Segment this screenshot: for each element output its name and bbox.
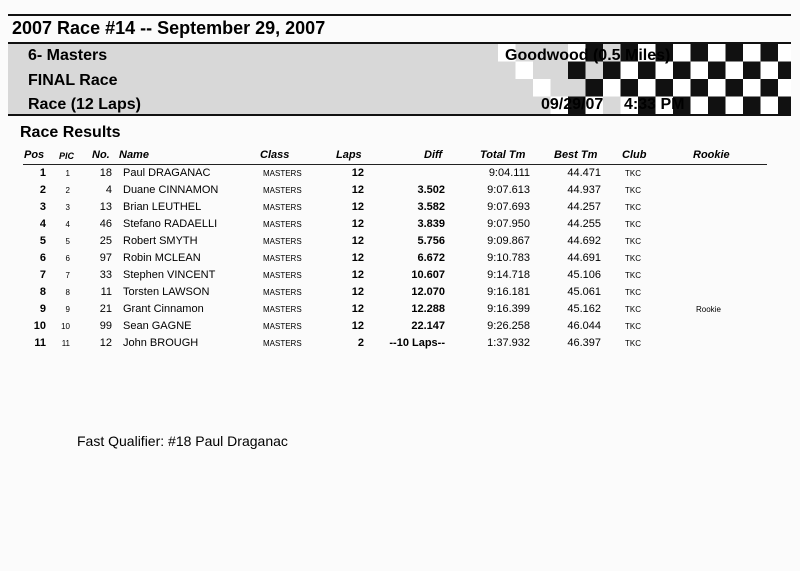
flag-square-light (691, 62, 709, 80)
flag-square-dark (743, 62, 761, 80)
flag-square-dark (656, 79, 674, 97)
cell-total: 9:07.693 (487, 201, 530, 213)
cell-laps: 12 (351, 184, 364, 196)
cell-club: TKC (625, 339, 641, 348)
cell-diff: 3.582 (417, 201, 445, 213)
cell-class: MASTERS (263, 305, 302, 314)
col-class: Class (260, 149, 290, 161)
col-name: Name (119, 149, 149, 161)
col-best: Best Tm (554, 149, 598, 161)
cell-diff: 5.756 (417, 235, 445, 247)
flag-square-light (673, 79, 691, 97)
table-row (0, 335, 800, 352)
cell-pos: 4 (39, 218, 46, 230)
cell-best: 44.692 (567, 235, 601, 247)
race-laps: Race (12 Laps) (28, 96, 141, 113)
cell-total: 9:14.718 (487, 269, 530, 281)
flag-square-light (708, 79, 726, 97)
race-date: 09/29/07 (541, 96, 604, 113)
cell-diff: 12.070 (411, 286, 445, 298)
flag-square-dark (726, 44, 744, 62)
table-row (0, 318, 800, 335)
flag-square-dark (726, 79, 744, 97)
cell-diff: 10.607 (411, 269, 445, 281)
table-row (0, 250, 800, 267)
cell-pic: 9 (65, 305, 70, 314)
cell-total: 9:09.867 (487, 235, 530, 247)
cell-best: 46.044 (567, 320, 601, 332)
cell-no: 18 (99, 167, 112, 179)
race-class: 6- Masters (28, 47, 108, 64)
cell-class: MASTERS (263, 322, 302, 331)
flag-square-light (691, 97, 709, 115)
race-type: FINAL Race (28, 72, 118, 89)
cell-pic: 7 (65, 271, 70, 280)
cell-laps: 12 (351, 303, 364, 315)
cell-pos: 2 (39, 184, 46, 196)
fast-qualifier: Fast Qualifier: #18 Paul Draganac (77, 433, 288, 449)
cell-name: Grant Cinnamon (123, 303, 204, 315)
cell-pic: 10 (61, 322, 70, 331)
table-row (0, 267, 800, 284)
cell-no: 25 (99, 235, 112, 247)
cell-total: 9:10.783 (487, 252, 530, 264)
cell-diff: --10 Laps-- (389, 337, 445, 349)
top-rule (8, 14, 791, 16)
cell-no: 33 (99, 269, 112, 281)
flag-square-light (743, 44, 761, 62)
cell-pic: 8 (65, 288, 70, 297)
cell-pos: 10 (33, 320, 46, 332)
track-name: Goodwood (0.5 Miles) (505, 47, 671, 64)
race-time: 4:33 PM (624, 96, 685, 113)
cell-rookie: Rookie (696, 305, 721, 314)
cell-diff: 12.288 (411, 303, 445, 315)
flag-square-dark (708, 97, 726, 115)
cell-no: 12 (99, 337, 112, 349)
cell-laps: 12 (351, 252, 364, 264)
cell-pos: 3 (39, 201, 46, 213)
cell-best: 46.397 (567, 337, 601, 349)
page-title: 2007 Race #14 -- September 29, 2007 (12, 18, 326, 38)
cell-name: John BROUGH (123, 337, 199, 349)
cell-club: TKC (625, 254, 641, 263)
cell-name: Robin MCLEAN (123, 252, 201, 264)
cell-total: 9:04.111 (488, 167, 530, 179)
cell-club: TKC (625, 169, 641, 178)
flag-square-light (533, 79, 551, 97)
cell-best: 44.691 (567, 252, 601, 264)
flag-square-dark (743, 97, 761, 115)
flag-square-dark (621, 79, 639, 97)
cell-diff: 6.672 (417, 252, 445, 264)
flag-square-light (603, 79, 621, 97)
cell-club: TKC (625, 305, 641, 314)
table-row (0, 199, 800, 216)
col-rookie: Rookie (693, 149, 730, 161)
cell-name: Robert SMYTH (123, 235, 198, 247)
cell-diff: 3.839 (417, 218, 445, 230)
flag-square-light (638, 79, 656, 97)
cell-class: MASTERS (263, 203, 302, 212)
cell-laps: 12 (351, 286, 364, 298)
cell-laps: 12 (351, 201, 364, 213)
flag-square-light (761, 97, 779, 115)
flag-square-dark (761, 79, 779, 97)
flag-square-dark (691, 79, 709, 97)
col-total: Total Tm (480, 149, 526, 161)
flag-square-light (726, 62, 744, 80)
cell-pos: 7 (39, 269, 46, 281)
cell-best: 45.106 (567, 269, 601, 281)
col-laps: Laps (336, 149, 362, 161)
cell-pic: 2 (65, 186, 70, 195)
cell-best: 44.937 (567, 184, 601, 196)
cell-name: Sean GAGNE (123, 320, 192, 332)
cell-club: TKC (625, 186, 641, 195)
flag-square-dark (586, 79, 604, 97)
race-banner (8, 44, 791, 115)
cell-pos: 6 (39, 252, 46, 264)
flag-square-light (778, 79, 791, 97)
col-diff: Diff (424, 149, 443, 161)
cell-name: Torsten LAWSON (123, 286, 210, 298)
cell-club: TKC (625, 271, 641, 280)
cell-laps: 12 (351, 218, 364, 230)
table-row (0, 284, 800, 301)
cell-name: Stephen VINCENT (123, 269, 216, 281)
table-row (0, 301, 800, 318)
cell-club: TKC (625, 203, 641, 212)
cell-class: MASTERS (263, 237, 302, 246)
table-row (0, 165, 800, 182)
cell-no: 11 (100, 286, 112, 298)
cell-laps: 12 (351, 269, 364, 281)
cell-name: Stefano RADAELLI (123, 218, 218, 230)
flag-square-light (708, 44, 726, 62)
flag-square-light (726, 97, 744, 115)
cell-club: TKC (625, 322, 641, 331)
cell-pic: 11 (61, 339, 70, 348)
cell-club: TKC (625, 237, 641, 246)
cell-pic: 1 (65, 169, 70, 178)
flag-square-dark (673, 62, 691, 80)
table-row (0, 216, 800, 233)
cell-class: MASTERS (263, 220, 302, 229)
cell-total: 9:16.399 (487, 303, 530, 315)
cell-pic: 4 (65, 220, 70, 229)
cell-pos: 11 (34, 337, 46, 349)
cell-best: 45.061 (567, 286, 601, 298)
cell-total: 1:37.932 (487, 337, 530, 349)
cell-total: 9:26.258 (487, 320, 530, 332)
cell-class: MASTERS (263, 169, 302, 178)
cell-total: 9:07.613 (487, 184, 530, 196)
cell-name: Duane CINNAMON (123, 184, 219, 196)
cell-pic: 3 (65, 203, 70, 212)
cell-class: MASTERS (263, 271, 302, 280)
cell-total: 9:07.950 (487, 218, 530, 230)
section-title: Race Results (20, 124, 121, 141)
cell-best: 44.255 (567, 218, 601, 230)
cell-no: 97 (99, 252, 112, 264)
col-club: Club (622, 149, 647, 161)
cell-pos: 8 (39, 286, 46, 298)
flag-square-dark (708, 62, 726, 80)
cell-total: 9:16.181 (487, 286, 530, 298)
cell-class: MASTERS (263, 254, 302, 263)
cell-club: TKC (625, 288, 641, 297)
flag-square-dark (691, 44, 709, 62)
cell-name: Paul DRAGANAC (123, 167, 211, 179)
flag-square-dark (778, 97, 791, 115)
flag-square-dark (778, 62, 791, 80)
cell-no: 99 (99, 320, 112, 332)
col-pos: Pos (24, 149, 45, 161)
cell-pos: 1 (39, 167, 46, 179)
cell-no: 21 (99, 303, 112, 315)
cell-pos: 5 (39, 235, 46, 247)
table-row (0, 182, 800, 199)
col-no: No. (92, 149, 110, 161)
cell-diff: 22.147 (411, 320, 445, 332)
table-row (0, 233, 800, 250)
flag-square-dark (761, 44, 779, 62)
cell-class: MASTERS (263, 288, 302, 297)
cell-pos: 9 (39, 303, 46, 315)
cell-no: 46 (99, 218, 112, 230)
cell-pic: 6 (65, 254, 70, 263)
cell-pic: 5 (65, 237, 70, 246)
cell-class: MASTERS (263, 339, 302, 348)
cell-laps: 12 (351, 320, 364, 332)
flag-square-light (778, 44, 791, 62)
cell-best: 45.162 (567, 303, 601, 315)
cell-best: 44.257 (567, 201, 601, 213)
cell-name: Brian LEUTHEL (123, 201, 202, 213)
flag-square-light (673, 44, 691, 62)
flag-square-light (743, 79, 761, 97)
cell-class: MASTERS (263, 186, 302, 195)
cell-club: TKC (625, 220, 641, 229)
cell-no: 13 (99, 201, 112, 213)
col-pic: PIC (59, 151, 75, 161)
cell-laps: 2 (357, 337, 364, 349)
cell-best: 44.471 (567, 167, 601, 179)
cell-laps: 12 (351, 167, 364, 179)
cell-laps: 12 (351, 235, 364, 247)
banner-rule (8, 114, 791, 116)
cell-diff: 3.502 (417, 184, 445, 196)
cell-no: 4 (105, 184, 112, 196)
flag-square-light (761, 62, 779, 80)
